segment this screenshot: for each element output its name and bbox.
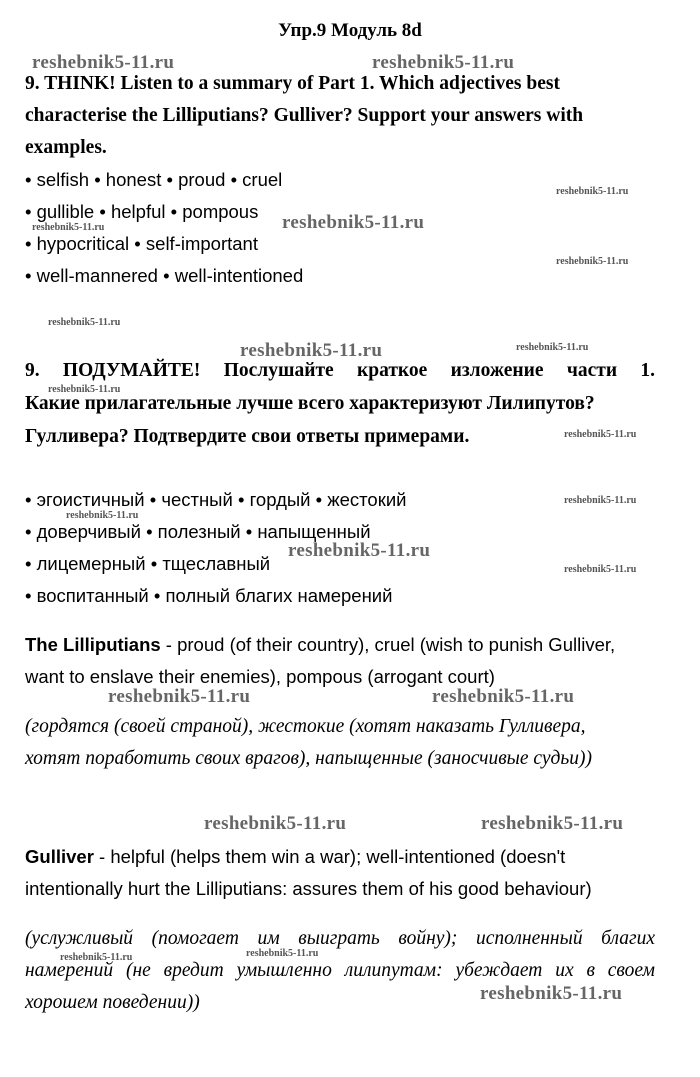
- option-en-1: • selfish • honest • proud • cruel: [25, 169, 283, 190]
- watermark: reshebnik5-11.ru: [108, 686, 251, 707]
- answer-gulliver-line-2: intentionally hurt the Lilliputians: assures them of his good behaviour): [25, 878, 592, 899]
- watermark: reshebnik5-11.ru: [48, 384, 121, 395]
- watermark: reshebnik5-11.ru: [564, 495, 637, 506]
- watermark: reshebnik5-11.ru: [480, 983, 623, 1004]
- watermark: reshebnik5-11.ru: [60, 952, 133, 963]
- watermark: reshebnik5-11.ru: [204, 813, 347, 834]
- watermark: reshebnik5-11.ru: [372, 52, 515, 73]
- answer-gulliver-term: Gulliver: [25, 846, 94, 867]
- task-ru-line-2: Какие прилагательные лучше всего характеризуют Лилипутов?: [25, 393, 595, 414]
- task-en-line-3: examples.: [25, 137, 107, 158]
- watermark: reshebnik5-11.ru: [282, 212, 425, 233]
- watermark: reshebnik5-11.ru: [32, 52, 175, 73]
- option-en-2: • gullible • helpful • pompous: [25, 201, 259, 222]
- watermark: reshebnik5-11.ru: [556, 186, 629, 197]
- option-ru-1: • эгоистичный • честный • гордый • жестокий: [25, 489, 407, 510]
- watermark: reshebnik5-11.ru: [246, 948, 319, 959]
- task-en-line-1: 9. THINK! Listen to a summary of Part 1. Which adjectives best: [25, 73, 560, 94]
- watermark: reshebnik5-11.ru: [48, 317, 121, 328]
- page-title: Упр.9 Модуль 8d: [278, 20, 422, 41]
- answer-lilliputians-line-2: want to enslave their enemies), pompous (arrogant court): [25, 666, 495, 687]
- option-ru-4: • воспитанный • полный благих намерений: [25, 585, 393, 606]
- answer-lilliputians-line-1: [25, 634, 615, 656]
- watermark: reshebnik5-11.ru: [481, 813, 624, 834]
- watermark: reshebnik5-11.ru: [32, 222, 105, 233]
- option-en-3: • hypocritical • self-important: [25, 233, 258, 254]
- option-en-4: • well-mannered • well-intentioned: [25, 265, 304, 286]
- option-ru-2: • доверчивый • полезный • напыщенный: [25, 521, 371, 542]
- answer-lilliputians-text-1: - proud (of their country), cruel (wish to punish Gulliver,: [160, 634, 616, 655]
- watermark: reshebnik5-11.ru: [556, 256, 629, 267]
- answer-lilliputians-ru-1: (гордятся (своей страной), жестокие (хотят наказать Гулливера,: [25, 716, 586, 737]
- task-ru-line-3: Гулливера? Подтвердите свои ответы примерами.: [25, 426, 470, 447]
- answer-gulliver-line-1: [25, 846, 565, 868]
- task-ru-line-1: 9. ПОДУМАЙТЕ! Послушайте краткое изложение части 1.: [25, 360, 655, 381]
- task-en-line-2: characterise the Lilliputians? Gulliver? Support your answers with: [25, 105, 584, 126]
- watermark: reshebnik5-11.ru: [564, 429, 637, 440]
- watermark: reshebnik5-11.ru: [564, 564, 637, 575]
- answer-gulliver-text-1: - helpful (helps them win a war); well-intentioned (doesn't: [93, 846, 566, 867]
- option-ru-3: • лицемерный • тщеславный: [25, 553, 271, 574]
- watermark: reshebnik5-11.ru: [288, 540, 431, 561]
- answer-lilliputians-ru-2: хотят поработить своих врагов), напыщенные (заносчивые судьи)): [25, 748, 592, 769]
- answer-lilliputians-term: The Lilliputians: [25, 634, 161, 655]
- answer-gulliver-ru-2: намерений (не вредит умышленно лилипутам: убеждает их в своем: [25, 960, 655, 981]
- watermark: reshebnik5-11.ru: [516, 342, 589, 353]
- watermark: reshebnik5-11.ru: [432, 686, 575, 707]
- watermark: reshebnik5-11.ru: [66, 510, 139, 521]
- answer-gulliver-ru-3: хорошем поведении)): [25, 992, 200, 1013]
- answer-gulliver-ru-1: (услужливый (помогает им выиграть войну); исполненный благих: [25, 928, 655, 949]
- watermark: reshebnik5-11.ru: [240, 340, 383, 361]
